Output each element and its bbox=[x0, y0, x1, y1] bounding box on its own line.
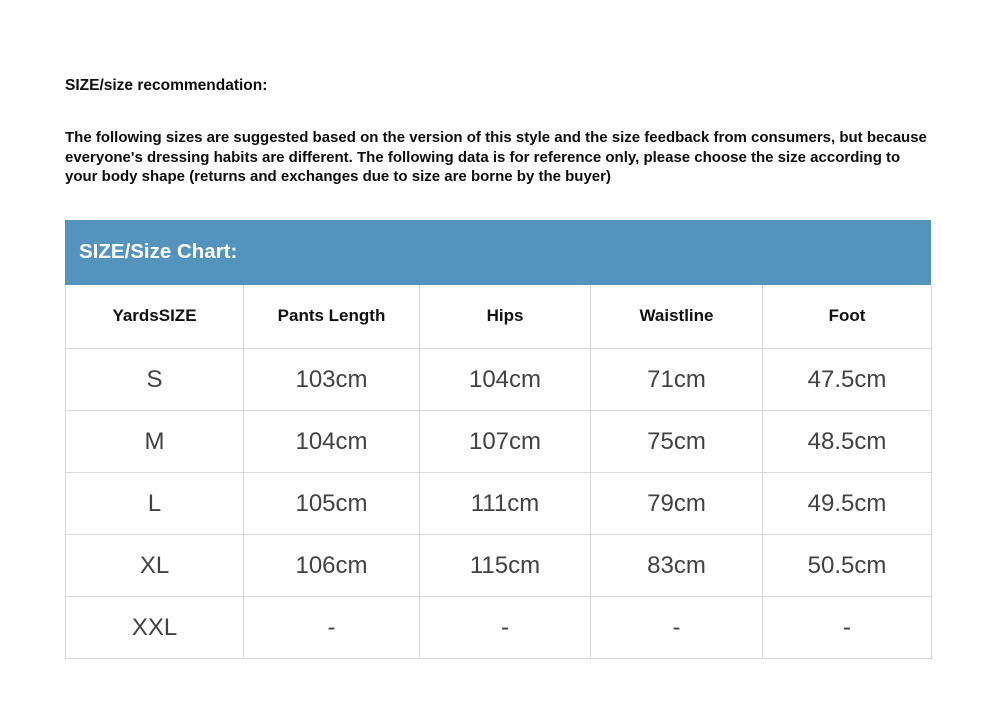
size-chart-title: SIZE/Size Chart: bbox=[79, 240, 238, 263]
pants-length-cell: 105cm bbox=[244, 473, 420, 535]
column-header-pants-length: Pants Length bbox=[244, 285, 420, 349]
size-description: The following sizes are suggested based on the version of this style and the size feedback from consumers, but because everyone's dressing habits are different. The following data is for reference only, please choose the size according to your body shape (returns and exchanges due to size are borne by the buyer) bbox=[65, 129, 927, 185]
size-chart bbox=[65, 220, 931, 660]
pants-length-cell: 106cm bbox=[244, 535, 420, 597]
column-header-hips: Hips bbox=[420, 285, 591, 349]
pants-length-cell: 103cm bbox=[244, 349, 420, 411]
hips-cell: 107cm bbox=[420, 411, 591, 473]
size-cell: S bbox=[66, 349, 244, 411]
foot-cell: 48.5cm bbox=[763, 411, 932, 473]
table-header-row bbox=[66, 285, 932, 349]
waistline-cell: 75cm bbox=[591, 411, 763, 473]
hips-cell: 115cm bbox=[420, 535, 591, 597]
column-header-waistline: Waistline bbox=[591, 285, 763, 349]
column-header-yardssize: YardsSIZE bbox=[66, 285, 244, 349]
table-row-xl bbox=[66, 535, 932, 597]
foot-cell: 49.5cm bbox=[763, 473, 932, 535]
size-chart-title-bar bbox=[65, 220, 931, 285]
hips-cell: - bbox=[420, 597, 591, 659]
foot-cell: - bbox=[763, 597, 932, 659]
size-cell: XL bbox=[66, 535, 244, 597]
table-row-l bbox=[66, 473, 932, 535]
size-cell: M bbox=[66, 411, 244, 473]
foot-cell: 47.5cm bbox=[763, 349, 932, 411]
table-row-m bbox=[66, 411, 932, 473]
pants-length-cell: - bbox=[244, 597, 420, 659]
table-row-s bbox=[66, 349, 932, 411]
waistline-cell: 71cm bbox=[591, 349, 763, 411]
hips-cell: 104cm bbox=[420, 349, 591, 411]
size-cell: L bbox=[66, 473, 244, 535]
table-row-xxl bbox=[66, 597, 932, 659]
size-table bbox=[65, 285, 932, 660]
pants-length-cell: 104cm bbox=[244, 411, 420, 473]
page-title: SIZE/size recommendation: bbox=[65, 77, 268, 94]
size-cell: XXL bbox=[66, 597, 244, 659]
waistline-cell: - bbox=[591, 597, 763, 659]
foot-cell: 50.5cm bbox=[763, 535, 932, 597]
hips-cell: 111cm bbox=[420, 473, 591, 535]
waistline-cell: 83cm bbox=[591, 535, 763, 597]
column-header-foot: Foot bbox=[763, 285, 932, 349]
waistline-cell: 79cm bbox=[591, 473, 763, 535]
content-area bbox=[65, 0, 933, 659]
